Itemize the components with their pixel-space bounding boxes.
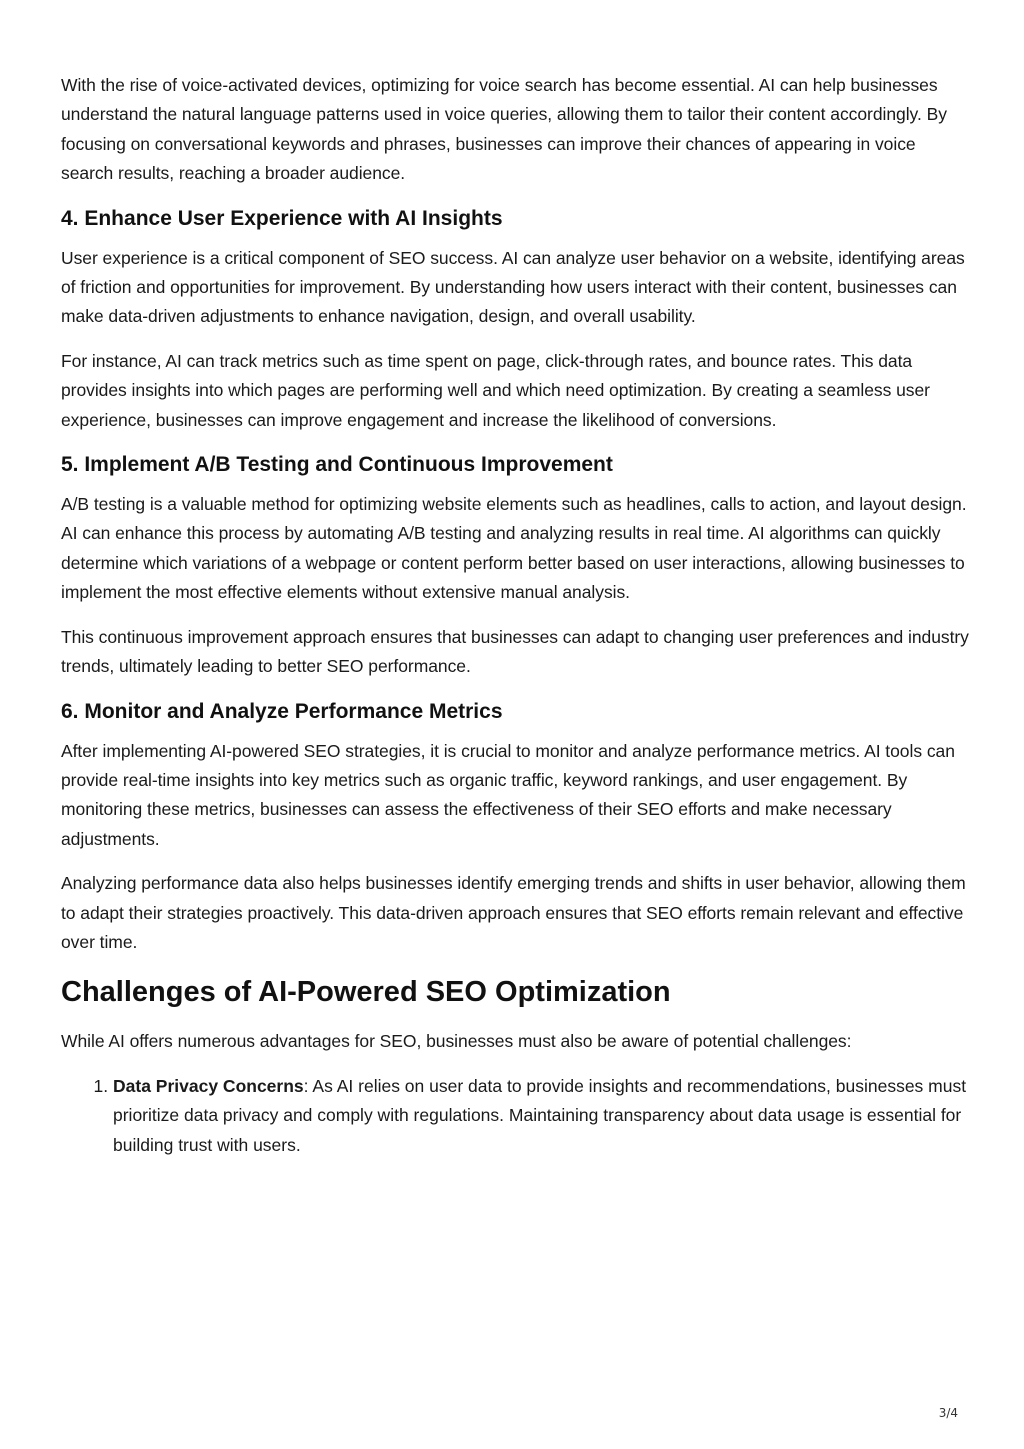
challenge-item-title: Data Privacy Concerns bbox=[113, 1075, 304, 1096]
section-paragraph: Analyzing performance data also helps businesses identify emerging trends and shifts in user behavior, allowing them to adapt their strategies proactively. This data-driven approach ensures that SEO efforts remain relevant and effective over time. bbox=[61, 873, 966, 952]
document-page bbox=[61, 71, 971, 1160]
section-ab-testing bbox=[61, 450, 971, 681]
section-heading: 5. Implement A/B Testing and Continuous Improvement bbox=[61, 453, 613, 477]
section-paragraph: After implementing AI-powered SEO strategies, it is crucial to monitor and analyze performance metrics. AI tools can provide real-time insights into key metrics such as organic traffic, keyword rankings, and user engagement. By monitoring these metrics, businesses can assess the effectiveness of their SEO efforts and make necessary adjustments. bbox=[61, 740, 955, 849]
page-number: 3/4 bbox=[938, 1406, 958, 1420]
section-paragraph: This continuous improvement approach ensures that businesses can adapt to changing user preferences and industry trends, ultimately leading to better SEO performance. bbox=[61, 626, 969, 677]
challenge-item-text: : As AI relies on user data to provide insights and recommendations, businesses must prioritize data privacy and comply with regulations. Maintaining transparency about data usage is essential for building trust with users. bbox=[113, 1075, 967, 1155]
section-challenges bbox=[61, 972, 971, 1160]
challenges-heading: Challenges of AI-Powered SEO Optimization bbox=[61, 976, 671, 1009]
intro-paragraph: With the rise of voice-activated devices, optimizing for voice search has become essential. AI can help businesses understand the natural language patterns used in voice queries, allowing them to tailor their content accordingly. By focusing on conversational keywords and phrases, businesses can improve their chances of appearing in voice search results, reaching a broader audience. bbox=[61, 75, 947, 184]
section-performance-metrics bbox=[61, 697, 971, 958]
challenge-item bbox=[113, 1072, 971, 1160]
section-paragraph: For instance, AI can track metrics such as time spent on page, click-through rates, and bounce rates. This data provides insights into which pages are performing well and which need optimization. By creating a seamless user experience, businesses can improve engagement and increase the likelihood of conversions. bbox=[61, 350, 930, 430]
section-user-experience bbox=[61, 204, 971, 435]
challenges-list bbox=[61, 1072, 971, 1160]
section-paragraph: User experience is a critical component of SEO success. AI can analyze user behavior on a website, identifying areas of friction and opportunities for improvement. By understanding how users interact with their content, businesses can make data-driven adjustments to enhance navigation, design, and overall usability. bbox=[61, 247, 965, 327]
section-paragraph: A/B testing is a valuable method for optimizing website elements such as headlines, calls to action, and layout design. AI can enhance this process by automating A/B testing and analyzing results in real time. AI algorithms can quickly determine which variations of a webpage or content perform better based on user interactions, allowing businesses to implement the most effective elements without extensive manual analysis. bbox=[61, 494, 967, 603]
section-heading: 4. Enhance User Experience with AI Insights bbox=[61, 206, 503, 230]
section-heading: 6. Monitor and Analyze Performance Metrics bbox=[61, 699, 503, 723]
challenges-intro: While AI offers numerous advantages for SEO, businesses must also be aware of potential challenges: bbox=[61, 1031, 852, 1052]
